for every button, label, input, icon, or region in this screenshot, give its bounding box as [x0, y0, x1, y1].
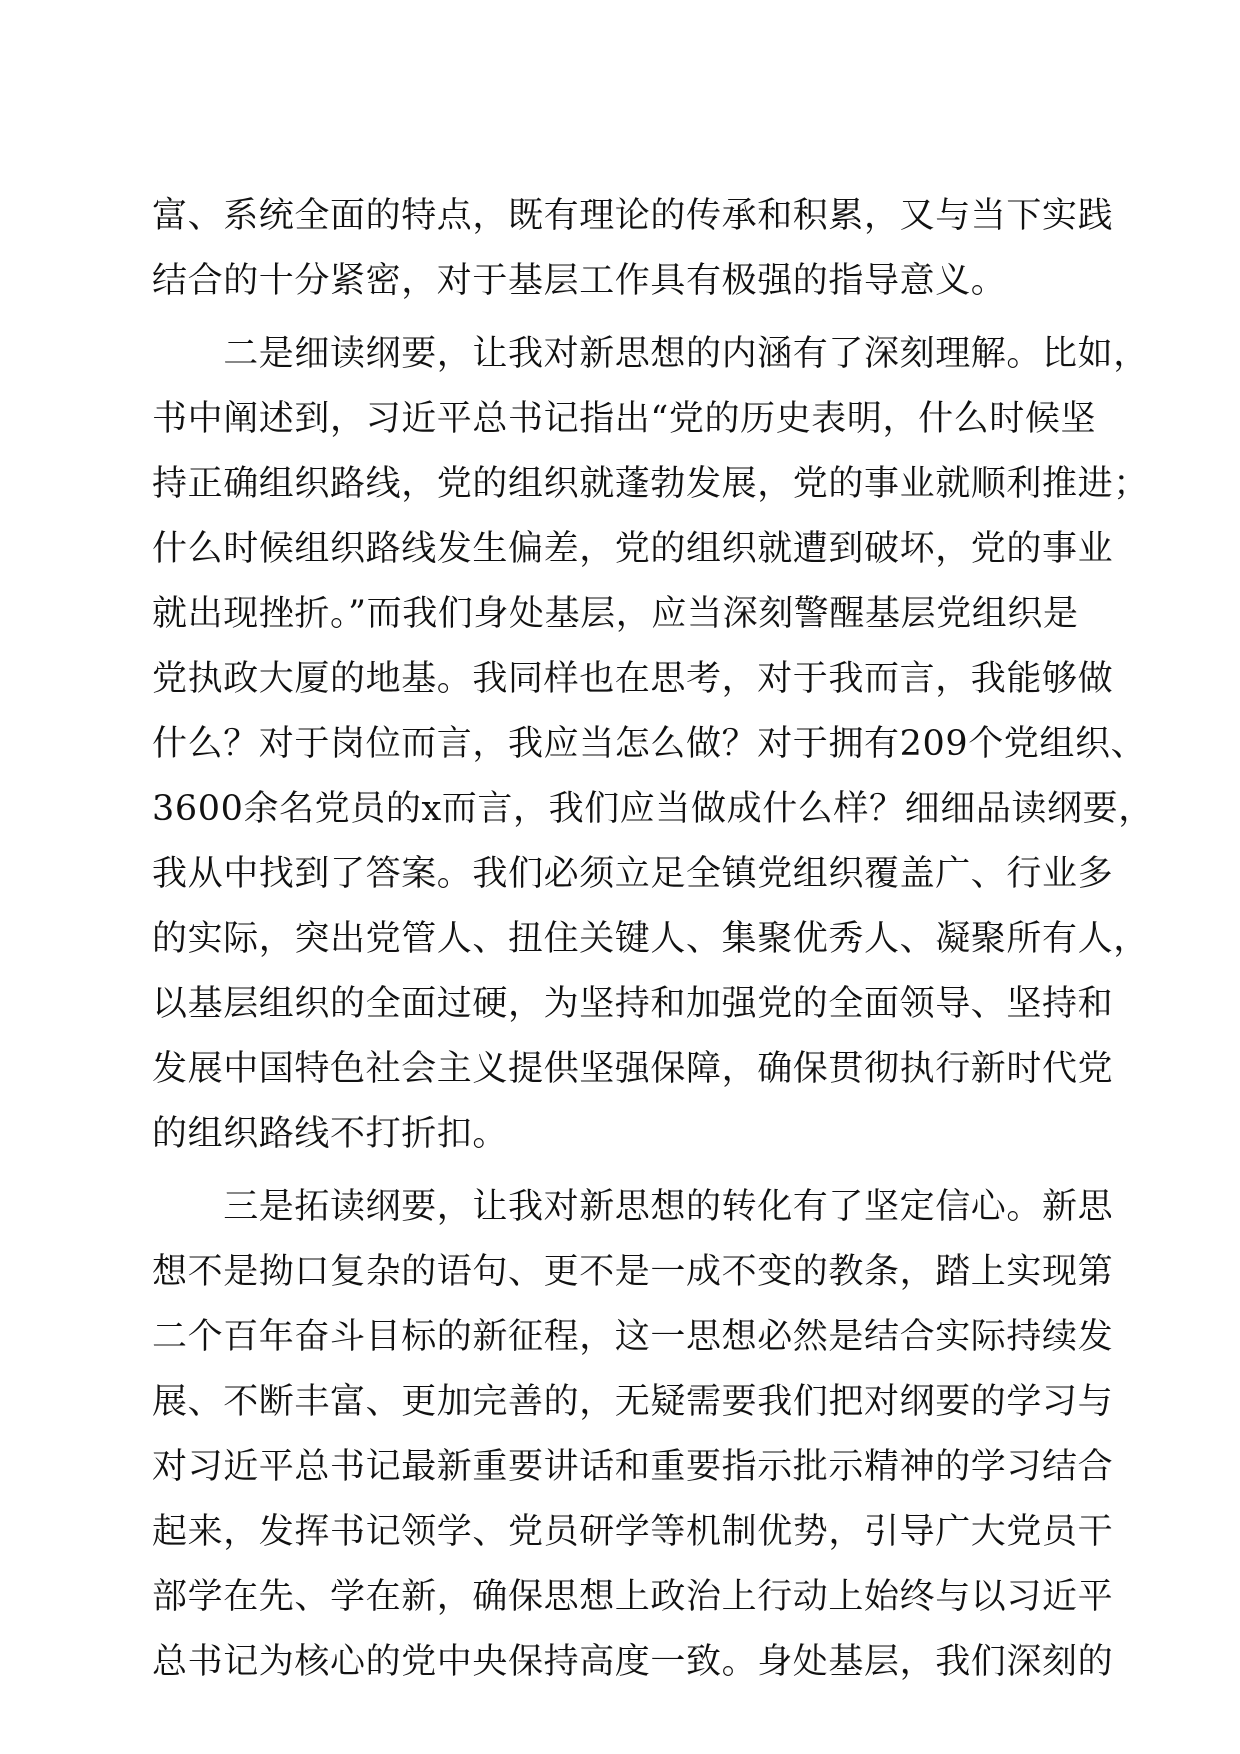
text-line: 富、系统全面的特点，既有理论的传承和积累，又与当下实践 [152, 196, 1114, 236]
paragraph-third-point [152, 1175, 1114, 1695]
body-text [152, 184, 1154, 1695]
text-line: 总书记为核心的党中央保持高度一致。身处基层，我们深刻的 [152, 1642, 1114, 1682]
text-line: 的实际，突出党管人、扭住关键人、集聚优秀人、凝聚所有人， [152, 919, 1149, 959]
paragraph-continuation [152, 184, 1114, 314]
text-line: 党执政大厦的地基。我同样也在思考，对于我而言，我能够做 [152, 659, 1114, 699]
text-line: 持正确组织路线，党的组织就蓬勃发展，党的事业就顺利推进； [152, 464, 1149, 504]
text-line: 结合的十分紧密，对于基层工作具有极强的指导意义。 [152, 261, 1007, 301]
text-line: 就出现挫折。”而我们身处基层，应当深刻警醒基层党组织是 [152, 594, 1079, 634]
text-line: 二是细读纲要，让我对新思想的内涵有了深刻理解。比如， [152, 334, 1149, 374]
text-line: 什么时候组织路线发生偏差，党的组织就遭到破坏，党的事业 [152, 529, 1114, 569]
text-line: 二个百年奋斗目标的新征程，这一思想必然是结合实际持续发 [152, 1317, 1114, 1357]
paragraph-second-point [152, 322, 1154, 1167]
text-line: 什么？对于岗位而言，我应当怎么做？对于拥有209个党组织、 [152, 724, 1147, 764]
text-line: 的组织路线不打折扣。 [152, 1114, 509, 1154]
text-line: 3600余名党员的x而言，我们应当做成什么样？细细品读纲要， [152, 789, 1154, 829]
text-line: 我从中找到了答案。我们必须立足全镇党组织覆盖广、行业多 [152, 854, 1114, 894]
text-line: 以基层组织的全面过硬，为坚持和加强党的全面领导、坚持和 [152, 984, 1114, 1024]
text-line: 对习近平总书记最新重要讲话和重要指示批示精神的学习结合 [152, 1447, 1114, 1487]
text-line: 想不是拗口复杂的语句、更不是一成不变的教条，踏上实现第 [152, 1252, 1114, 1292]
text-line: 三是拓读纲要，让我对新思想的转化有了坚定信心。新思 [152, 1187, 1114, 1227]
text-line: 部学在先、学在新，确保思想上政治上行动上始终与以习近平 [152, 1577, 1114, 1617]
text-line: 起来，发挥书记领学、党员研学等机制优势，引导广大党员干 [152, 1512, 1114, 1552]
text-line: 书中阐述到，习近平总书记指出“党的历史表明，什么时候坚 [152, 399, 1097, 439]
text-line: 发展中国特色社会主义提供坚强保障，确保贯彻执行新时代党 [152, 1049, 1114, 1089]
text-line: 展、不断丰富、更加完善的，无疑需要我们把对纲要的学习与 [152, 1382, 1114, 1422]
